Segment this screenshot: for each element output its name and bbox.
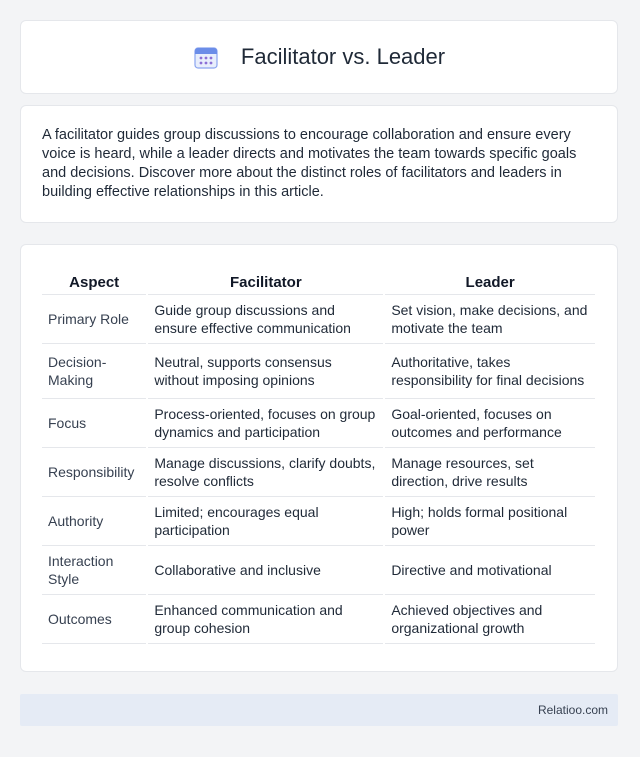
page-title: Facilitator vs. Leader (240, 44, 446, 69)
facilitator-cell: Collaborative and inclusive (148, 546, 383, 595)
aspect-cell: Primary Role (42, 295, 146, 344)
leader-cell: Achieved objectives and organizational growth (385, 595, 595, 644)
facilitator-cell: Neutral, supports consensus without imposing opinions (148, 344, 383, 399)
aspect-cell: Authority (42, 497, 146, 546)
table-header-row (42, 265, 595, 295)
aspect-cell: Outcomes (42, 595, 146, 644)
header-aspect: Aspect (42, 265, 146, 295)
leader-cell: Set vision, make decisions, and motivate the team (385, 295, 595, 344)
comparison-card (20, 244, 618, 672)
aspect-cell: Responsibility (42, 448, 146, 497)
table-row (42, 595, 595, 644)
intro-paragraph: A facilitator guides group discussions to encourage collaboration and ensure every voice is heard, while a leader directs and motivates the team towards specific goals and decisions. Discover more about the distinct roles of facilitators and leaders in building effective relationships in this article. (42, 127, 577, 200)
title-card (20, 20, 618, 94)
intro-card (20, 105, 618, 223)
table-row (42, 497, 595, 546)
facilitator-cell: Manage discussions, clarify doubts, resolve conflicts (148, 448, 383, 497)
table-row (42, 448, 595, 497)
facilitator-cell: Guide group discussions and ensure effective communication (148, 295, 383, 344)
aspect-cell: Decision-Making (42, 344, 146, 399)
aspect-cell: Focus (42, 399, 146, 448)
header-leader: Leader (385, 265, 595, 295)
table-row (42, 546, 595, 595)
table-row (42, 344, 595, 399)
facilitator-cell: Limited; encourages equal participation (148, 497, 383, 546)
table-row (42, 399, 595, 448)
leader-cell: High; holds formal positional power (385, 497, 595, 546)
leader-cell: Manage resources, set direction, drive results (385, 448, 595, 497)
leader-cell: Directive and motivational (385, 546, 595, 595)
comparison-table (40, 265, 597, 644)
aspect-cell: Interaction Style (42, 546, 146, 595)
footer (20, 694, 618, 726)
footer-brand: Relatioo.com (537, 703, 608, 717)
leader-cell: Authoritative, takes responsibility for final decisions (385, 344, 595, 399)
facilitator-cell: Process-oriented, focuses on group dynamics and participation (148, 399, 383, 448)
facilitator-cell: Enhanced communication and group cohesion (148, 595, 383, 644)
header-facilitator: Facilitator (148, 265, 383, 295)
table-row (42, 295, 595, 344)
calendar-icon (193, 44, 219, 70)
leader-cell: Goal-oriented, focuses on outcomes and performance (385, 399, 595, 448)
